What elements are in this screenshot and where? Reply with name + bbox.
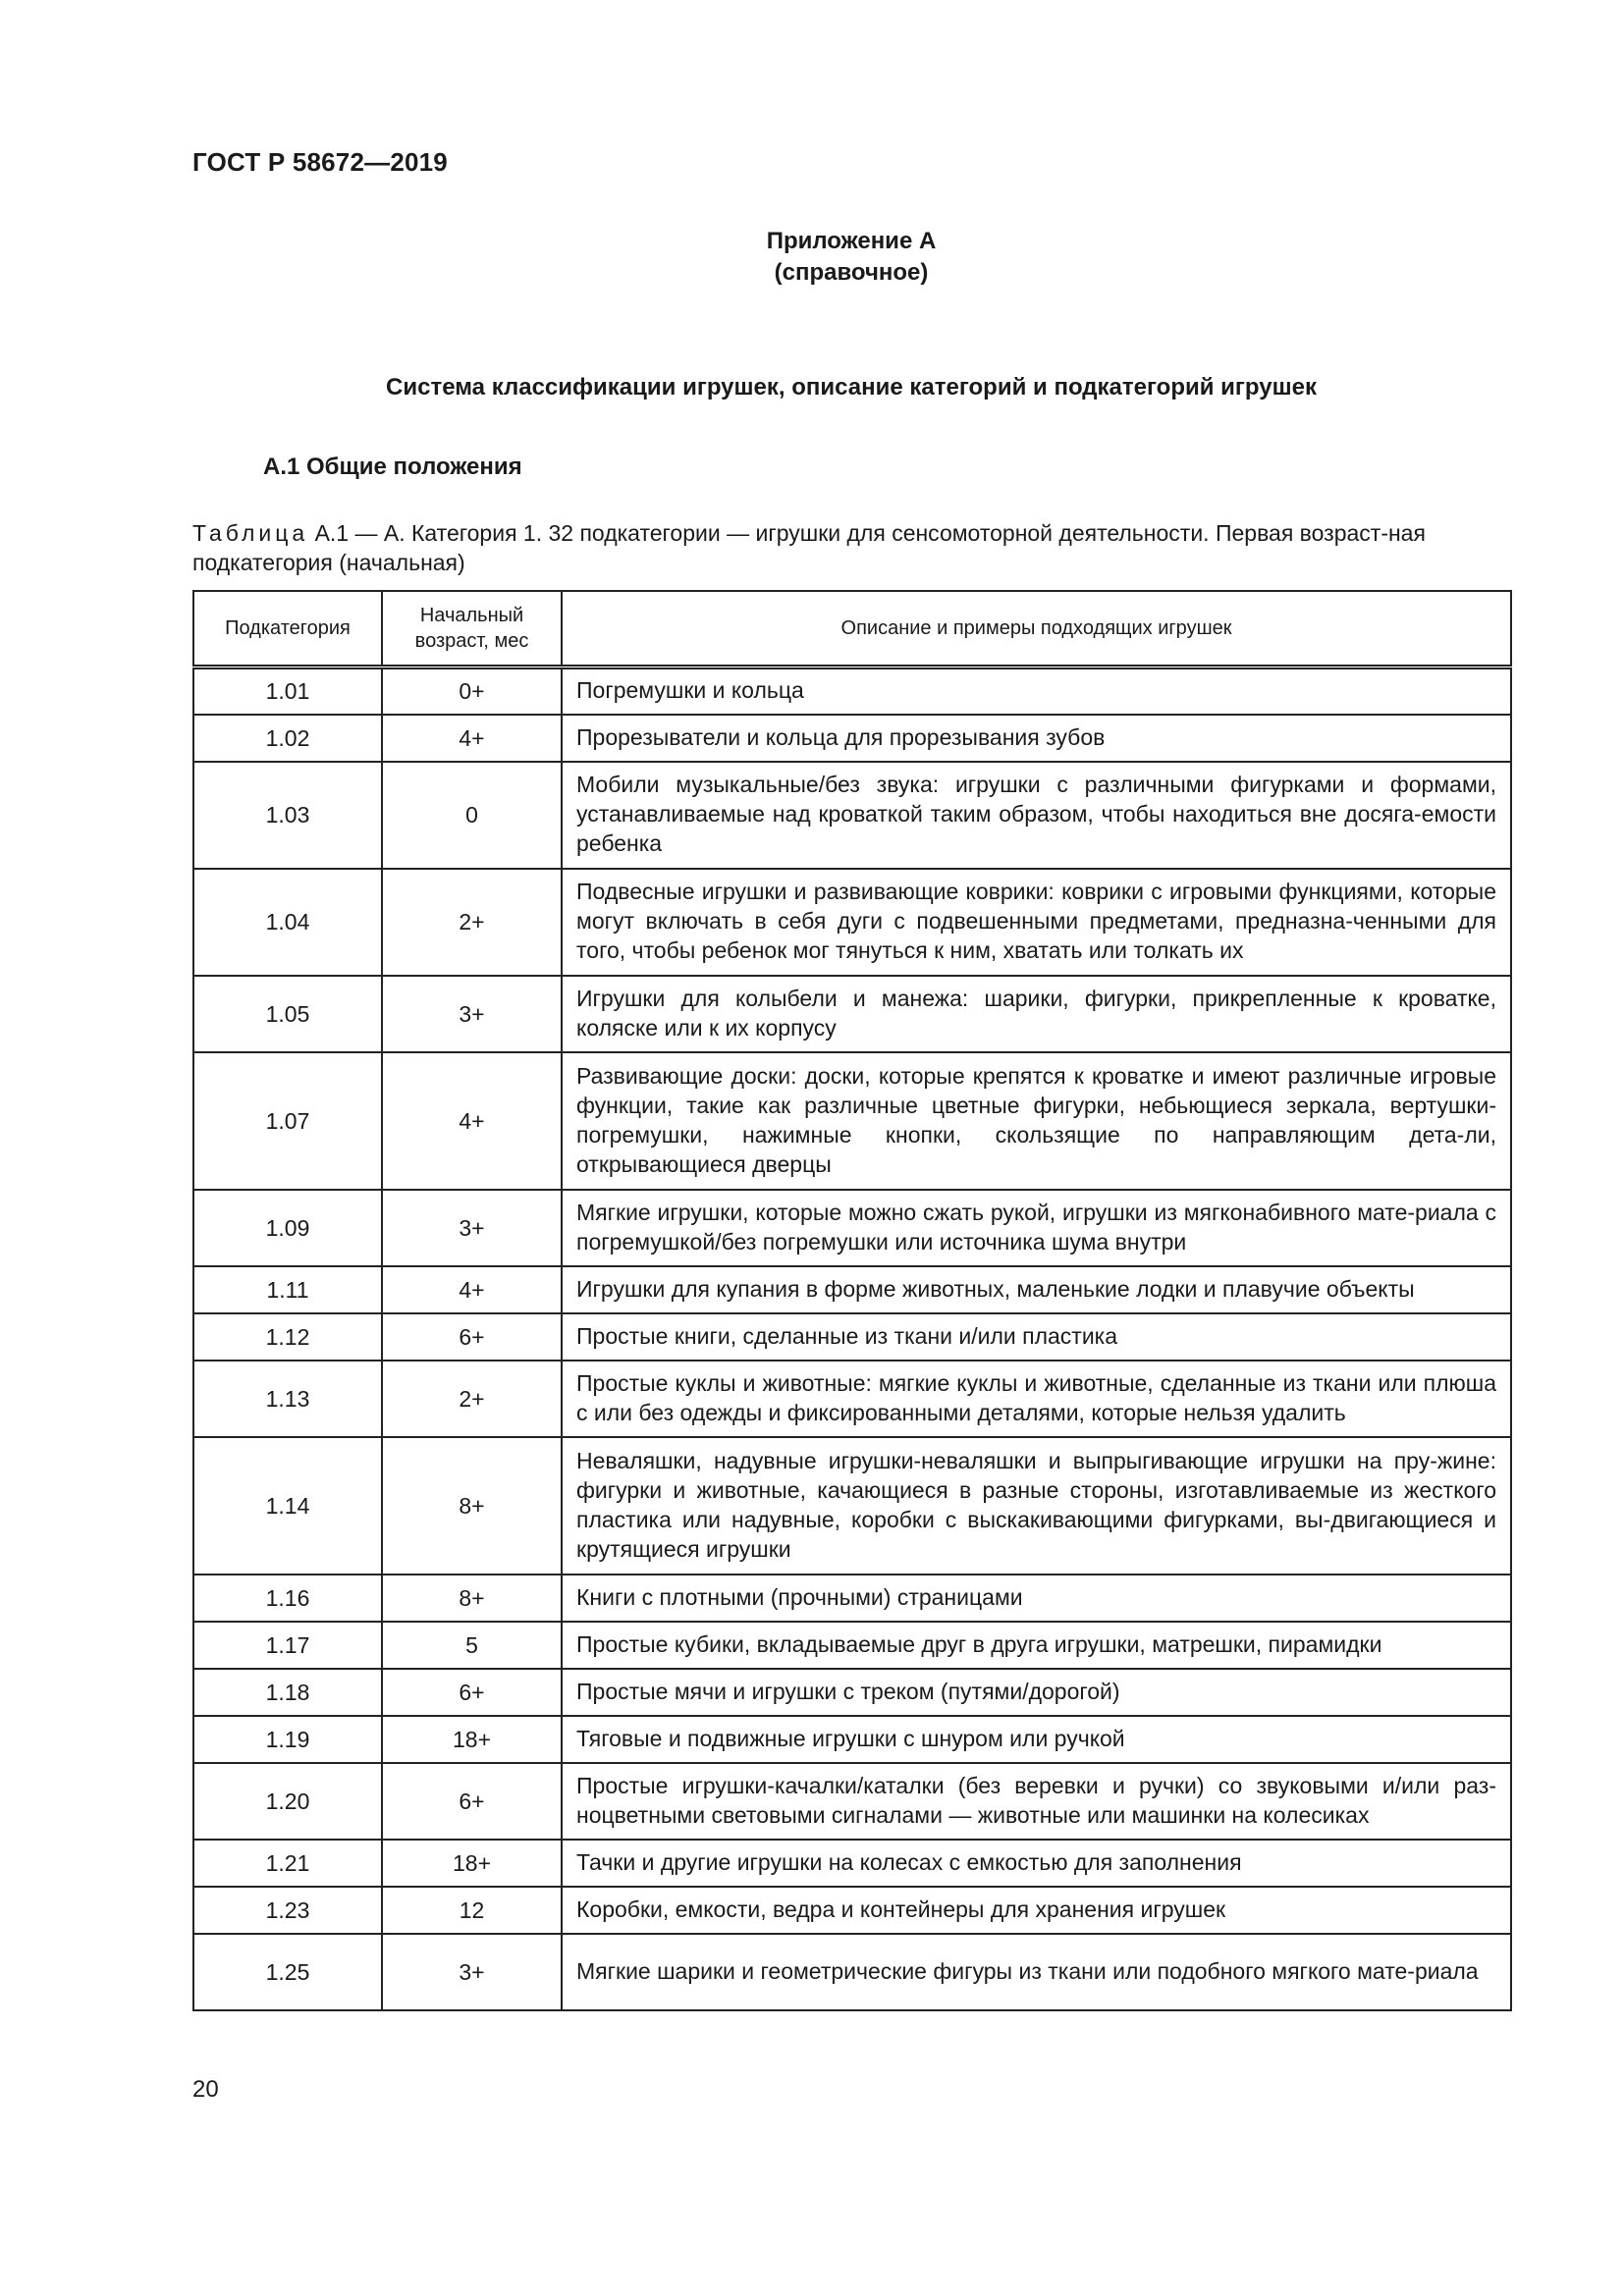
subcategory-code: 1.14 bbox=[193, 1437, 382, 1575]
table-row bbox=[193, 1361, 1511, 1437]
subcategory-code: 1.03 bbox=[193, 762, 382, 869]
table-row bbox=[193, 1437, 1511, 1575]
subcategory-code: 1.18 bbox=[193, 1669, 382, 1716]
appendix-heading bbox=[192, 226, 1510, 289]
subcategory-code: 1.13 bbox=[193, 1361, 382, 1437]
toy-description: Мягкие игрушки, которые можно сжать рукой, игрушки из мягконабивного мате-риала с погремушкой/без погремушки или источника шума внутри bbox=[562, 1190, 1511, 1266]
table-caption bbox=[192, 518, 1510, 577]
toy-description: Простые книги, сделанные из ткани и/или пластика bbox=[562, 1313, 1511, 1361]
start-age: 18+ bbox=[382, 1840, 562, 1887]
table-row bbox=[193, 1887, 1511, 1934]
toy-description: Игрушки для колыбели и манежа: шарики, фигурки, прикрепленные к кроватке, коляске или к их корпусу bbox=[562, 976, 1511, 1052]
subcategory-code: 1.04 bbox=[193, 869, 382, 976]
toy-description: Книги с плотными (прочными) страницами bbox=[562, 1575, 1511, 1622]
toy-description: Простые мячи и игрушки с треком (путями/дорогой) bbox=[562, 1669, 1511, 1716]
start-age: 5 bbox=[382, 1622, 562, 1669]
toy-description: Развивающие доски: доски, которые крепятся к кроватке и имеют различные игровые функции, такие как различные цветные фигурки, небьющиеся зеркала, вертушки-погремушки, нажимные кнопки, скользящие по направляющим дета-ли, открывающиеся дверцы bbox=[562, 1052, 1511, 1190]
table-row bbox=[193, 1190, 1511, 1266]
start-age: 3+ bbox=[382, 1190, 562, 1266]
classification-table bbox=[192, 590, 1512, 2011]
toy-description: Простые игрушки-качалки/каталки (без веревки и ручки) со звуковыми и/или раз-ноцветными световыми сигналами — животные или машинки на колесиках bbox=[562, 1763, 1511, 1840]
subcategory-code: 1.09 bbox=[193, 1190, 382, 1266]
subcategory-code: 1.17 bbox=[193, 1622, 382, 1669]
start-age: 8+ bbox=[382, 1437, 562, 1575]
subcategory-code: 1.21 bbox=[193, 1840, 382, 1887]
start-age: 3+ bbox=[382, 976, 562, 1052]
table-row bbox=[193, 1840, 1511, 1887]
subcategory-code: 1.25 bbox=[193, 1934, 382, 2010]
table-row bbox=[193, 1669, 1511, 1716]
table-body bbox=[193, 667, 1511, 2010]
table-row bbox=[193, 1763, 1511, 1840]
toy-description: Простые кубики, вкладываемые друг в друга игрушки, матрешки, пирамидки bbox=[562, 1622, 1511, 1669]
document-header: ГОСТ Р 58672—2019 bbox=[192, 147, 448, 177]
header-subcategory: Подкатегория bbox=[193, 591, 382, 667]
subcategory-code: 1.11 bbox=[193, 1266, 382, 1313]
subcategory-code: 1.01 bbox=[193, 667, 382, 715]
table-row bbox=[193, 1052, 1511, 1190]
start-age: 2+ bbox=[382, 1361, 562, 1437]
start-age: 12 bbox=[382, 1887, 562, 1934]
table-row bbox=[193, 869, 1511, 976]
toy-description: Мягкие шарики и геометрические фигуры из ткани или подобного мягкого мате-риала bbox=[562, 1934, 1511, 2010]
subcategory-code: 1.20 bbox=[193, 1763, 382, 1840]
start-age: 18+ bbox=[382, 1716, 562, 1763]
toy-description: Игрушки для купания в форме животных, маленькие лодки и плавучие объекты bbox=[562, 1266, 1511, 1313]
subcategory-code: 1.19 bbox=[193, 1716, 382, 1763]
subcategory-code: 1.12 bbox=[193, 1313, 382, 1361]
start-age: 0 bbox=[382, 762, 562, 869]
table-row bbox=[193, 1622, 1511, 1669]
toy-description: Простые куклы и животные: мягкие куклы и животные, сделанные из ткани или плюша с или без одежды и фиксированными деталями, которые нельзя удалить bbox=[562, 1361, 1511, 1437]
table-row bbox=[193, 1716, 1511, 1763]
start-age: 6+ bbox=[382, 1669, 562, 1716]
subcategory-code: 1.16 bbox=[193, 1575, 382, 1622]
start-age: 4+ bbox=[382, 1052, 562, 1190]
subcategory-code: 1.23 bbox=[193, 1887, 382, 1934]
start-age: 4+ bbox=[382, 1266, 562, 1313]
table-row bbox=[193, 1575, 1511, 1622]
table-header-row bbox=[193, 591, 1511, 667]
header-description: Описание и примеры подходящих игрушек bbox=[562, 591, 1511, 667]
table-row bbox=[193, 762, 1511, 869]
start-age: 2+ bbox=[382, 869, 562, 976]
toy-description: Мобили музыкальные/без звука: игрушки с различными фигурками и формами, устанавливаемые над кроваткой таким образом, чтобы находиться вне досяга-емости ребенка bbox=[562, 762, 1511, 869]
start-age: 0+ bbox=[382, 667, 562, 715]
section-title: Система классификации игрушек, описание категорий и подкатегорий игрушек bbox=[386, 374, 1317, 400]
appendix-title: Приложение А bbox=[766, 228, 937, 254]
table-row bbox=[193, 1313, 1511, 1361]
subsection-title: А.1 Общие положения bbox=[263, 454, 522, 480]
toy-description: Прорезыватели и кольца для прорезывания зубов bbox=[562, 715, 1511, 762]
subcategory-code: 1.02 bbox=[193, 715, 382, 762]
header-age: Начальный возраст, мес bbox=[382, 591, 562, 667]
toy-description: Коробки, емкости, ведра и контейнеры для хранения игрушек bbox=[562, 1887, 1511, 1934]
appendix-type: (справочное) bbox=[774, 259, 929, 286]
start-age: 3+ bbox=[382, 1934, 562, 2010]
start-age: 6+ bbox=[382, 1763, 562, 1840]
page-number: 20 bbox=[192, 2076, 219, 2103]
table-row bbox=[193, 1266, 1511, 1313]
table-caption-text: А.1 — А. Категория 1. 32 подкатегории — игрушки для сенсомоторной деятельности. Первая возраст-ная подкатегория (начальная) bbox=[192, 520, 1426, 575]
toy-description: Подвесные игрушки и развивающие коврики: коврики с игровыми функциями, которые могут включать в себя дуги с подвешенными предметами, предназна-ченными для того, чтобы ребенок мог тянуться к ним, хватать или толкать их bbox=[562, 869, 1511, 976]
table-row bbox=[193, 715, 1511, 762]
subcategory-code: 1.05 bbox=[193, 976, 382, 1052]
table-row bbox=[193, 667, 1511, 715]
table-caption-label: Таблица bbox=[192, 520, 309, 546]
table-row bbox=[193, 976, 1511, 1052]
start-age: 8+ bbox=[382, 1575, 562, 1622]
toy-description: Тачки и другие игрушки на колесах с емкостью для заполнения bbox=[562, 1840, 1511, 1887]
toy-description: Погремушки и кольца bbox=[562, 667, 1511, 715]
table-row bbox=[193, 1934, 1511, 2010]
start-age: 4+ bbox=[382, 715, 562, 762]
toy-description: Тяговые и подвижные игрушки с шнуром или ручкой bbox=[562, 1716, 1511, 1763]
subcategory-code: 1.07 bbox=[193, 1052, 382, 1190]
toy-description: Неваляшки, надувные игрушки-неваляшки и выпрыгивающие игрушки на пру-жине: фигурки и животные, качающиеся в разные стороны, изготавливаемые из жесткого пластика или надувные, коробки с выскакивающими фигурками, вы-двигающиеся и крутящиеся игрушки bbox=[562, 1437, 1511, 1575]
start-age: 6+ bbox=[382, 1313, 562, 1361]
